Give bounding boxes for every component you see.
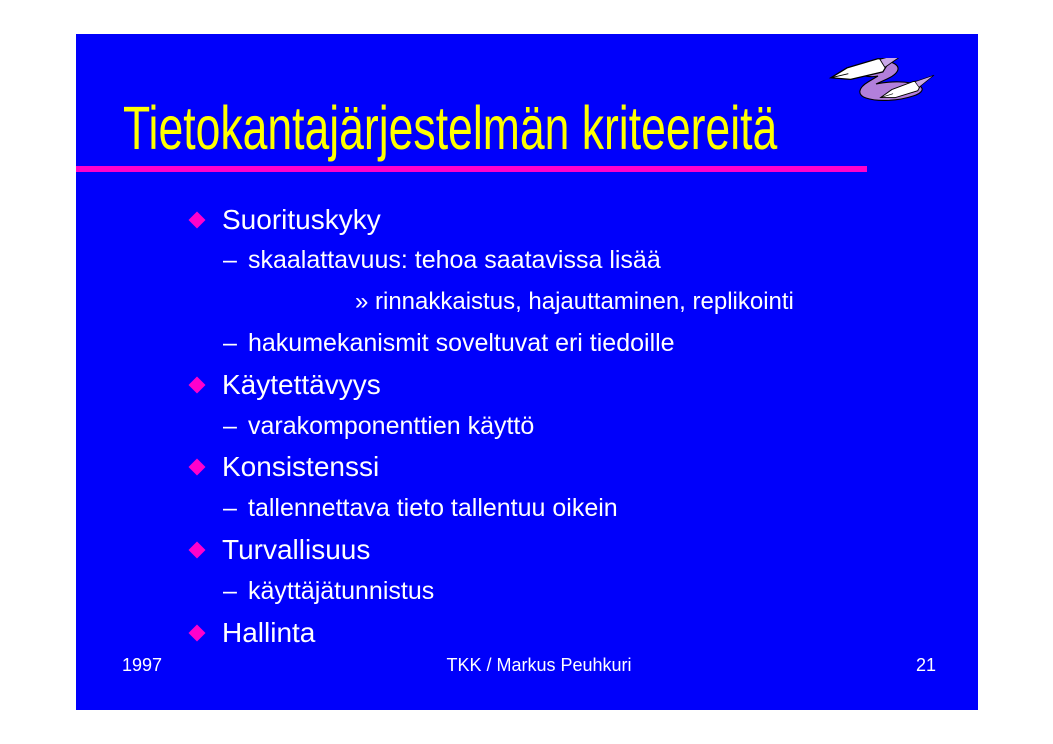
slide-canvas: [76, 34, 978, 710]
diamond-bullet-icon: [189, 542, 206, 559]
bullet-item: [76, 571, 978, 612]
bullet-text: tallennettava tieto tallentuu oikein: [248, 494, 618, 523]
slide-title: Tietokantajärjestelmän kriteereitä: [123, 94, 778, 162]
slide-footer: [76, 654, 978, 676]
bullet-text: Suorituskyky: [222, 203, 381, 235]
bullet-item: [76, 405, 978, 446]
bullet-item: [76, 323, 978, 364]
bullet-text: hakumekanismit soveltuvat eri tiedoille: [248, 329, 675, 358]
dash-bullet-icon: –: [223, 576, 237, 605]
bullet-item: [76, 447, 978, 488]
bullet-item: [76, 282, 978, 323]
bullet-item: [76, 240, 978, 281]
bullet-list: [76, 199, 978, 653]
bullet-text: Käytettävyys: [222, 368, 381, 400]
bullet-text: skaalattavuus: tehoa saatavissa lisää: [248, 246, 661, 275]
bullet-item: [76, 199, 978, 240]
dash-bullet-icon: –: [223, 494, 237, 523]
bullet-text: käyttäjätunnistus: [248, 576, 435, 605]
bullet-item: [76, 364, 978, 405]
footer-page-number: 21: [915, 654, 936, 675]
dash-bullet-icon: –: [223, 411, 237, 440]
dash-bullet-icon: –: [223, 329, 237, 358]
diamond-bullet-icon: [189, 624, 206, 641]
bullet-text: Hallinta: [222, 616, 316, 648]
dash-bullet-icon: –: [223, 246, 237, 275]
bullet-text: rinnakkaistus, hajauttaminen, replikointi: [375, 288, 794, 316]
bullet-text: varakomponenttien käyttö: [248, 411, 535, 440]
bullet-item: [76, 529, 978, 570]
diamond-bullet-icon: [189, 376, 206, 393]
diamond-bullet-icon: [189, 211, 206, 228]
bullet-item: [76, 612, 978, 653]
diamond-bullet-icon: [189, 459, 206, 476]
guillemet-bullet-icon: »: [355, 288, 369, 316]
title-underline-rule: [76, 166, 867, 172]
bullet-text: Konsistenssi: [222, 451, 380, 483]
bullet-text: Turvallisuus: [222, 534, 371, 566]
footer-year: 1997: [122, 654, 163, 675]
z-pens-logo-icon: [828, 58, 942, 104]
bullet-item: [76, 488, 978, 529]
footer-author: TKK / Markus Peuhkuri: [446, 654, 632, 675]
